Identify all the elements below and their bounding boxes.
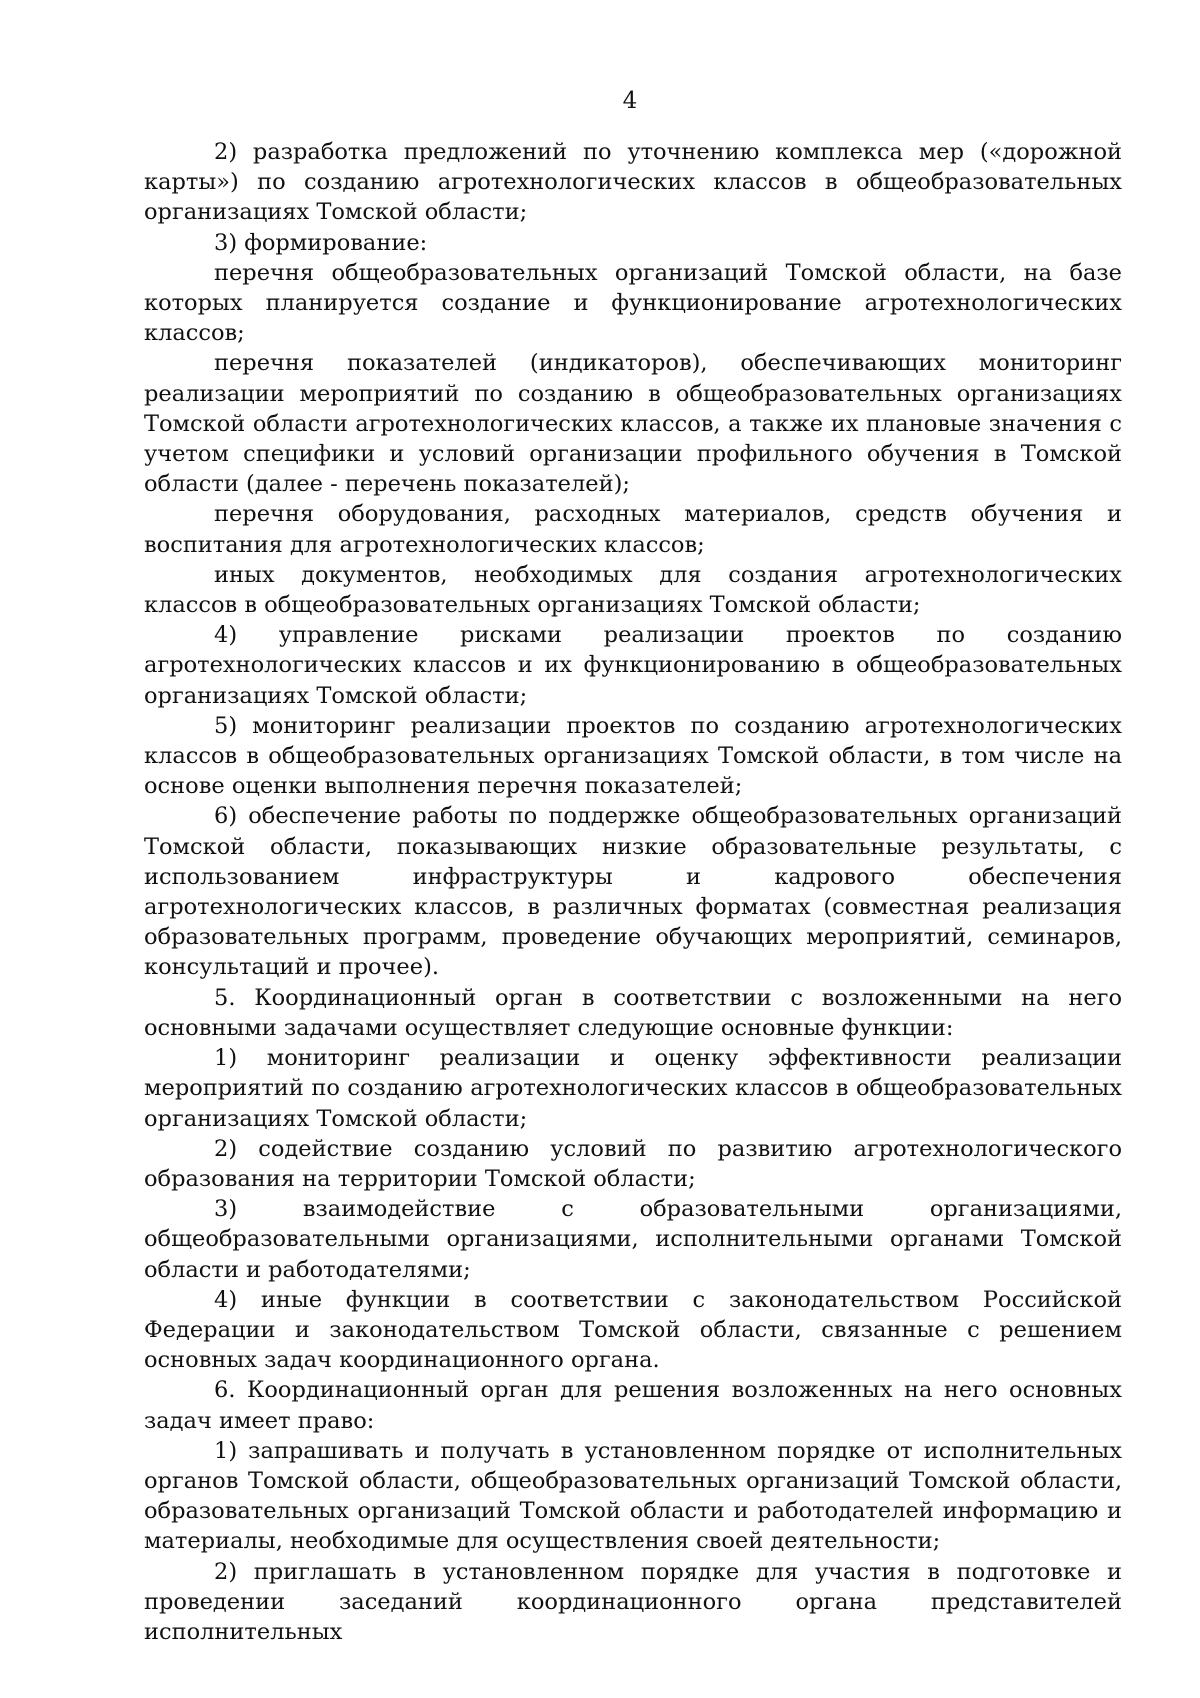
paragraph: перечня оборудования, расходных материалов, средств обучения и воспитания для агротехнологических классов; xyxy=(144,501,1122,558)
document-body xyxy=(144,137,1122,1647)
paragraph: 2) разработка предложений по уточнению комплекса мер («дорожной карты») по созданию агротехнологических классов в общеобразовательных организациях Томской области; xyxy=(144,139,1122,226)
page-number: 4 xyxy=(622,88,638,114)
paragraph: 3) формирование: xyxy=(214,229,428,256)
paragraph: 4) управление рисками реализации проектов по созданию агротехнологических классов и их функционированию в общеобразовательных организациях Томской области; xyxy=(144,622,1122,709)
paragraph: 3) взаимодействие с образовательными организациями, общеобразовательными организациями, исполнительными органами Томской области и работодателями; xyxy=(144,1196,1122,1283)
paragraph: 5. Координационный орган в соответствии с возложенными на него основными задачами осуществляет следующие основные функции: xyxy=(144,984,1122,1041)
paragraph: перечня показателей (индикаторов), обеспечивающих мониторинг реализации мероприятий по созданию в общеобразовательных организациях Томской области агротехнологических классов, а также их плановые значения с учетом специфики и условий организации профильного обучения в Томской области (далее - перечень показателей); xyxy=(144,350,1122,498)
paragraph: иных документов, необходимых для создания агротехнологических классов в общеобразовательных организациях Томской области; xyxy=(144,561,1122,619)
paragraph: 2) содействие созданию условий по развитию агротехнологического образования на территории Томской области; xyxy=(144,1135,1122,1192)
paragraph: 6) обеспечение работы по поддержке общеобразовательных организаций Томской области, показывающих низкие образовательные результаты, с использованием инфраструктуры и кадрового обеспечения агротехнологических классов, в различных форматах (совместная реализация образовательных программ, проведение обучающих мероприятий, семинаров, консультаций и прочее). xyxy=(144,803,1122,981)
paragraph: 5) мониторинг реализации проектов по созданию агротехнологических классов в общеобразовательных организациях Томской области, в том числе на основе оценки выполнения перечня показателей; xyxy=(144,712,1122,800)
paragraph: 1) запрашивать и получать в установленном порядке от исполнительных органов Томской области, общеобразовательных организаций Томской области, образовательных организаций Томской области и работодателей информацию и материалы, необходимые для осуществления своей деятельности; xyxy=(144,1437,1122,1555)
paragraph: перечня общеобразовательных организаций Томской области, на базе которых планируется создание и функционирование агротехнологических классов; xyxy=(144,259,1122,347)
paragraph: 6. Координационный орган для решения возложенных на него основных задач имеет право: xyxy=(144,1377,1122,1434)
paragraph: 2) приглашать в установленном порядке для участия в подготовке и проведении заседаний координационного органа представителей исполнительных xyxy=(144,1558,1122,1645)
paragraph: 4) иные функции в соответствии с законодательством Российской Федерации и законодательством Томской области, связанные с решением основных задач координационного органа. xyxy=(144,1286,1122,1374)
paragraph: 1) мониторинг реализации и оценку эффективности реализации мероприятий по созданию агротехнологических классов в общеобразовательных организациях Томской области; xyxy=(144,1045,1122,1132)
